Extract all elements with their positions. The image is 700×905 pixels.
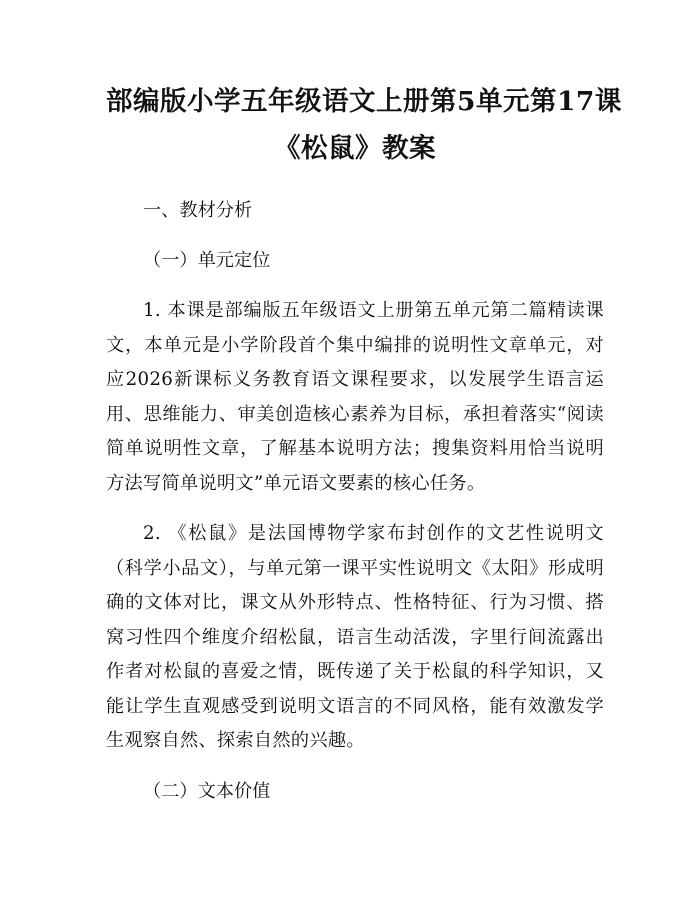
document-title-line-2: 《松鼠》教案 (274, 133, 436, 164)
subsection-heading-unit-positioning: （一）单元定位 (143, 250, 271, 271)
subsection-heading-text-value: （二）文本价值 (143, 780, 271, 802)
document-title-line-1: 部编版小学五年级语文上册第5单元第17课 (106, 86, 622, 117)
document-body (106, 194, 604, 809)
section-heading-textbook-analysis: 一、教材分析 (143, 200, 253, 221)
paragraph-unit-positioning-2: 2. 《松鼠》是法国博物学家布封创作的文艺性说明文（科学小品文），与单元第一课平实性说明文《太阳》形成明确的文体对比，课文从外形特点、性格特征、行为习惯、搭窝习性四个维度介绍松鼠，语言生动活泼，字里行间流露出作者对松鼠的喜爱之情，既传递了关于松鼠的科学知识，又能让学生直观感受到说明文语言的不同风格，能有效激发学生观察自然、探索自然的兴趣。 (106, 523, 604, 751)
paragraph-unit-positioning-1: 1. 本课是部编版五年级语文上册第五单元第二篇精读课文，本单元是小学阶段首个集中编排的说明性文章单元，对应2026新课标义务教育语文课程要求，以发展学生语言运用、思维能力、审美创造核心素养为目标，承担着落实“阅读简单说明性文章，了解基本说明方法；搜集资料用恰当说明方法写简单说明文”单元语文要素的核心任务。 (106, 300, 604, 494)
